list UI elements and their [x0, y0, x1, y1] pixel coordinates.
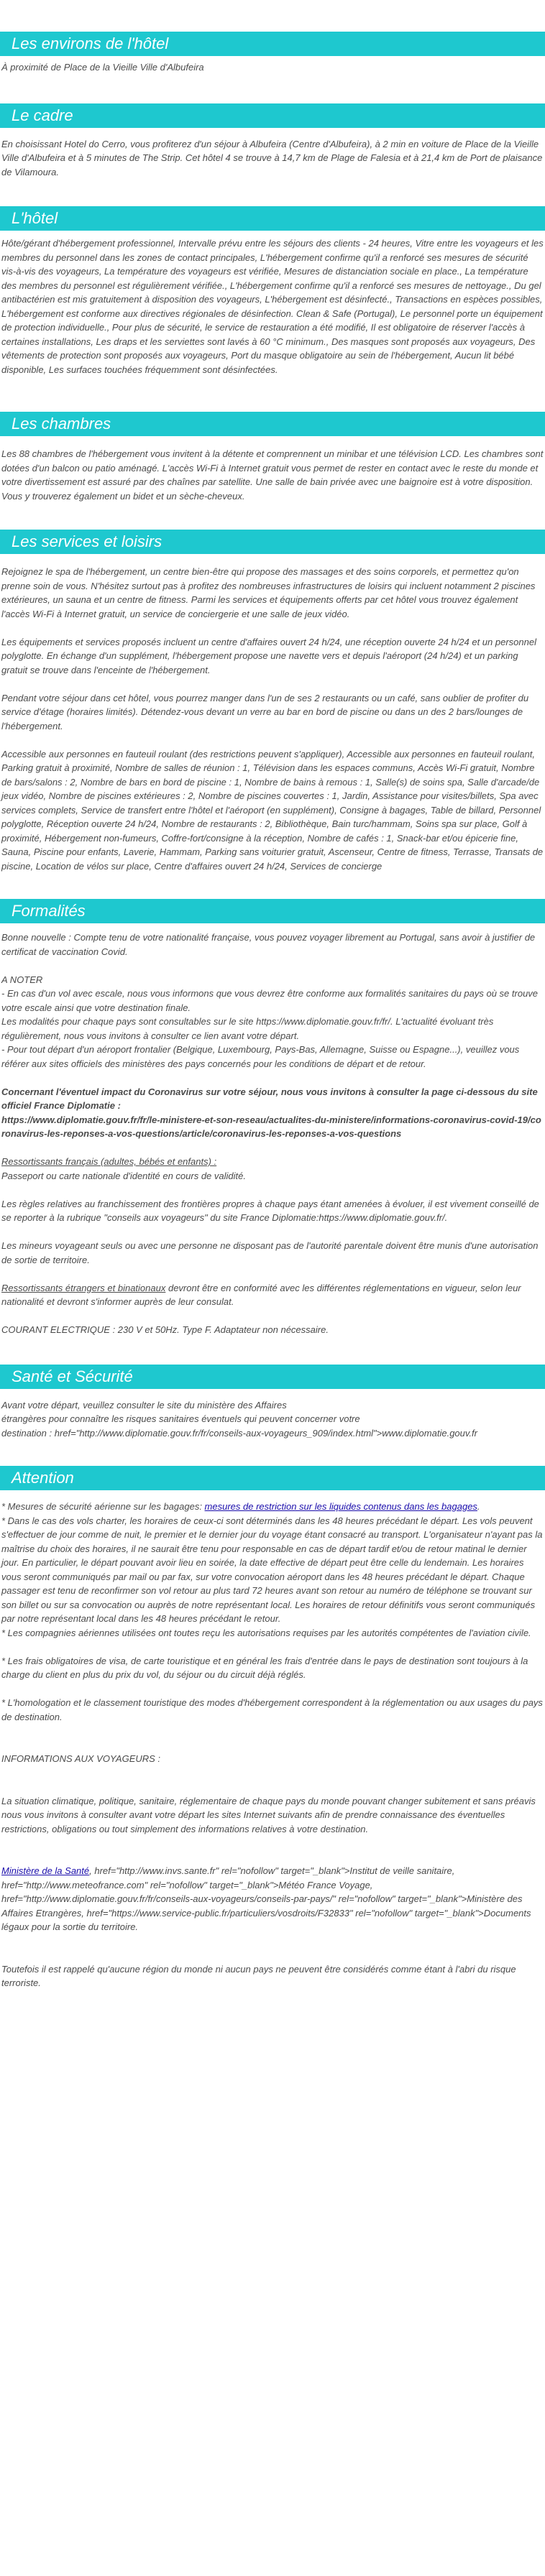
formalites-etrangers-label: Ressortissants étrangers et binationaux — [1, 1282, 166, 1293]
attention-sites-text: , href="http://www.invs.sante.fr" rel="nofollow" target="_blank">Institut de veille sanitaire, href="http://www.meteofrance.com" rel="nofollow" target="_blank">Météo France Voyage, href="http://www.diplomatie.gouv.fr/fr/conseils-aux-voyageurs/conseils-par-pays/" rel="nofollow" target="_blank">Ministère des Affaires Etrangères, href="https://www.service-public.fr/particuliers/vosdroits/F32833" rel="nofollow" target="_blank">Documents légaux pour la sortie du territoire. — [1, 1865, 531, 1932]
attention-situation-1: La situation climatique, politique, sanitaire, réglementaire de chaque pays du monde pouvant changer subitement et sans préavis — [1, 1795, 536, 1806]
formalites-ressortissants-francais: Ressortissants français (adultes, bébés et enfants) : — [1, 1156, 217, 1167]
section-title-attention: Attention — [0, 1466, 545, 1490]
services-paragraph-2: Les équipements et services proposés incluent un centre d'affaires ouvert 24 h/24, une réception ouverte 24 h/24 et un personnel polyglotte. En échange d'un supplément, l'hébergement propose une navette vers et depuis l'aéroport (24 h/24) et un parking gratuit se trouve dans l'enceinte de l'hébergement. — [1, 636, 536, 675]
chambres-text: Les 88 chambres de l'hébergement vous invitent à la détente et comprennent un minibar et une télévision LCD. Les chambres sont dotées d'un balcon ou patio aménagé. L'accès Wi-Fi à Internet gratuit vous permet de rester en contact avec le reste du monde et votre divertissement est assuré par des chaînes par satellite. Une salle de bain privée avec une baignoire est à votre disposition. Vous y trouverez également un bidet et un sèche-cheveux. — [1, 448, 544, 502]
section-environs — [0, 0, 545, 75]
attention-bagages — [0, 1500, 545, 1514]
services-paragraph-1: Rejoignez le spa de l'hébergement, un centre bien-être qui propose des massages et des soins corporels, et permettez qu'on prenne soin de vous. N'hésitez surtout pas à profitez des nombreuses infrastructures de loisirs qui incluent notamment 2 piscines extérieures, un sauna et un centre de fitness. Parmi les services et équipements offerts par cet hôtel vous trouvez également l'accès Wi-Fi à Internet gratuit, un service de conciergerie et une salle de jeux vidéo. — [1, 566, 536, 619]
environs-text: À proximité de Place de la Vieille Ville d'Albufeira — [1, 62, 204, 73]
attention-bagages-text: * Mesures de sécurité aérienne sur les bagages: — [1, 1501, 205, 1512]
attention-infos-voyageurs: INFORMATIONS AUX VOYAGEURS : — [1, 1753, 161, 1764]
formalites-regles: Les règles relatives au franchissement des frontières propres à chaque pays étant amenées à évoluer, il est vivement conseillé de se reporter à la rubrique "conseils aux voyageurs" du site France Diplomatie:https://www.diplomatie.gouv.fr/. — [1, 1198, 539, 1223]
formalites-mineurs: Les mineurs voyageant seuls ou avec une personne ne disposant pas de l'autorité parentale doivent être munis d'une autorisation de sortie de territoire. — [1, 1240, 539, 1265]
section-title-sante: Santé et Sécurité — [0, 1365, 545, 1389]
formalites-etrangers — [0, 1281, 545, 1309]
attention-sites — [0, 1864, 545, 1934]
formalites-note-escale: - En cas d'un vol avec escale, nous vous informons que vous devrez être conforme aux formalités sanitaires du pays où se trouve votre escale ainsi que votre destination finale. — [1, 988, 539, 1013]
ministere-sante-link[interactable]: Ministère de la Santé — [1, 1865, 90, 1876]
formalites-note-title: A NOTER — [1, 974, 43, 985]
section-cadre — [0, 75, 545, 180]
section-title-environs: Les environs de l'hôtel — [0, 32, 545, 56]
attention-horaires: * Dans le cas des vols charter, les horaires de ceux-ci sont déterminés dans les 48 heures précédant le départ. Les vols peuvent s'effectuer de jour comme de nuit, le premier et le dernier jour du voyage étant consacré au transport. L'organisateur n'ayant pas la maîtrise du choix des horaires, il ne saurait être tenu pour responsable en cas de départ tardif et/ou de retour matinal le dernier jour. En particulier, le départ pouvant avoir lieu en soirée, la date effective de départ peut être celle du lendemain. Les horaires vous seront communiqués par mail ou par fax, sur votre convocation aéroport dans les 48 heures précédant le départ. Chaque passager est tenu de reconfirmer son vol retour au plus tard 72 heures avant son retour au numéro de téléphone se trouvant sur son billet ou sur sa convocation ou auprès de notre représentant local. Les horaires de retour définitifs vous seront communiqués par notre représentant local dans les 48 heures précédant le retour. — [1, 1515, 543, 1624]
services-paragraph-4: Accessible aux personnes en fauteuil roulant (des restrictions peuvent s'appliquer), Accessible aux personnes en fauteuil roulant, Parking gratuit à proximité, Nombre de salles de réunion : 1, Télévision dans les espaces communs, Accès Wi-Fi gratuit, Nombre de bars/salons : 2, Nombre de bars en bord de piscine : 1, Nombre de bains à remous : 1, Salle(s) de soins spa, Salle d'arcade/de jeux vidéo, Nombre de piscines extérieures : 2, Nombre de piscines couvertes : 1, Jardin, Assistance pour visites/billets, Spa avec services complets, Service de transfert entre l'hôtel et l'aéroport (en supplément), Consigne à bagages, Table de billard, Personnel polyglotte, Réception ouverte 24 h/24, Nombre de restaurants : 2, Bibliothèque, Bain turc/hammam, Soins spa sur place, Golf à proximité, Hébergement non-fumeurs, Coffre-fort/consigne à la réception, Nombre de cafés : 1, Snack-bar et/ou épicerie fine, Sauna, Piscine pour enfants, Laverie, Hammam, Parking sans voiturier gratuit, Ascenseur, Centre de fitness, Terrasse, Transats de piscine, Location de vélos sur place, Centre d'affaires ouvert 24 h/24, Services de concierge — [1, 748, 544, 872]
services-paragraph-3: Pendant votre séjour dans cet hôtel, vous pourrez manger dans l'un de ses 2 restaurants ou un café, sans oublier de profiter du service d'étage (horaires limités). Détendez-vous devant un verre au bar en bord de piscine ou dans un des 2 bars/lounges de l'hébergement. — [1, 692, 529, 731]
attention-homologation: * L'homologation et le classement touristique des modes d'hébergement correspondent à la réglementation ou aux usages du pays de destination. — [1, 1697, 543, 1722]
formalites-coronavirus-info: Concernant l'éventuel impact du Coronavirus sur votre séjour, nous vous invitons à consulter la page ci-dessous du site officiel France Diplomatie : — [1, 1086, 538, 1111]
formalites-note-modalites: Les modalités pour chaque pays sont consultables sur le site https://www.diplomatie.gouv.fr/fr/. L'actualité évoluant très régulièrement, nous vous invitons à consulter ce lien avant votre départ. — [1, 1016, 494, 1041]
formalites-courant: COURANT ELECTRIQUE : 230 V et 50Hz. Type F. Adaptateur non nécessaire. — [1, 1324, 329, 1335]
section-formalites — [0, 873, 545, 1337]
attention-compagnies: * Les compagnies aériennes utilisées ont toutes reçu les autorisations requises par les autorités compétentes de l'aviation civile. — [1, 1627, 531, 1638]
section-title-formalites: Formalités — [0, 899, 545, 923]
section-attention — [0, 1440, 545, 1990]
attention-terrorisme: Toutefois il est rappelé qu'aucune région du monde ni aucun pays ne peuvent être considérés comme étant à l'abri du risque terroriste. — [1, 1963, 516, 1988]
sante-line-2: étrangères pour connaître les risques sanitaires éventuels qui peuvent concerner votre — [1, 1413, 360, 1424]
formalites-coronavirus-link: https://www.diplomatie.gouv.fr/fr/le-ministere-et-son-reseau/actualites-du-ministere/informations-coronavirus-covid-19/coronavirus-les-reponses-a-vos-questions/article/coronavirus-les-reponses-a-vos-questions — [1, 1114, 541, 1139]
attention-bagages-end: . — [477, 1501, 480, 1512]
section-title-cadre: Le cadre — [0, 103, 545, 128]
attention-situation-2: nous vous invitons à consulter avant votre départ les sites Internet suivants afin de prendre connaissance des éventuelles restrictions, obligations ou tout simplement des informations relatives à votre destination. — [1, 1809, 505, 1834]
section-chambres — [0, 377, 545, 503]
bagages-restriction-link[interactable]: mesures de restriction sur les liquides contenus dans les bagages — [204, 1501, 477, 1512]
section-sante — [0, 1337, 545, 1441]
formalites-etrangers-text: devront être en conformité avec les différentes réglementations en vigueur, selon leur nationalité et devront s'informer auprès de leur consulat. — [1, 1282, 521, 1307]
hotel-text: Hôte/gérant d'hébergement professionnel, Intervalle prévu entre les séjours des clients - 24 heures, Vitre entre les voyageurs et les membres du personnel dans les zones de contact principales, L'hébergement confirme qu'il a renforcé ses mesures de sécurité vis-à-vis des voyageurs, La température des voyageurs est vérifiée, Mesures de distanciation sociale en place., La température des membres du personnel est régulièrement vérifiée., L'hébergement confirme qu'il a renforcé ses mesures de nettoyage., Du gel antibactérien est mis gratuitement à disposition des voyageurs, L'hébergement est désinfecté., Transactions en espèces possibles, L'hébergement est conforme aux directives régionales de désinfection. Clean & Safe (Portugal), Le personnel porte un équipement de protection individuelle., Pour plus de sécurité, le service de restauration a été modifié, Il est obligatoire de réserver l'accès à certaines installations, Les draps et les serviettes sont lavés à 60 °C minimum., Des masques sont proposés aux voyageurs, Des vêtements de protection sont proposés aux voyageurs, Port du masque obligatoire au sein de l'hébergement, Aucun lit bébé disponible, Les surfaces touchées fréquemment sont désinfectées. — [1, 238, 544, 375]
section-title-hotel: L'hôtel — [0, 206, 545, 231]
formalites-bonne-nouvelle: Bonne nouvelle : Compte tenu de votre nationalité française, vous pouvez voyager librement au Portugal, sans avoir à justifier de certificat de vaccination Covid. — [1, 932, 536, 957]
section-services — [0, 503, 545, 873]
section-hotel — [0, 179, 545, 377]
sante-line-1: Avant votre départ, veuillez consulter le site du ministère des Affaires — [1, 1399, 287, 1411]
attention-frais: * Les frais obligatoires de visa, de carte touristique et en général les frais d'entrée dans le pays de destination sont toujours à la charge du client en plus du prix du vol, du séjour ou du circuit déjà réglés. — [1, 1655, 528, 1680]
section-title-chambres: Les chambres — [0, 412, 545, 436]
formalites-note-frontalier: - Pour tout départ d'un aéroport frontalier (Belgique, Luxembourg, Pays-Bas, Allemagne, Suisse ou Espagne...), veuillez vous référer aux sites officiels des ministères des pays concernés pour les conditions de départ et de retour. — [1, 1044, 520, 1069]
cadre-text: En choisissant Hotel do Cerro, vous profiterez d'un séjour à Albufeira (Centre d'Albufeira), à 2 min en voiture de Place de la Vieille Ville d'Albufeira et à 5 minutes de The Strip. Cet hôtel 4 se trouve à 14,7 km de Plage de Falesia et à 21,4 km de Port de plaisance de Vilamoura. — [1, 138, 543, 177]
section-title-services: Les services et loisirs — [0, 530, 545, 554]
sante-line-3: destination : href="http://www.diplomatie.gouv.fr/fr/conseils-aux-voyageurs_909/index.html">www.diplomatie.gouv.fr — [1, 1427, 477, 1439]
formalites-passeport: Passeport ou carte nationale d'identité en cours de validité. — [1, 1170, 246, 1181]
